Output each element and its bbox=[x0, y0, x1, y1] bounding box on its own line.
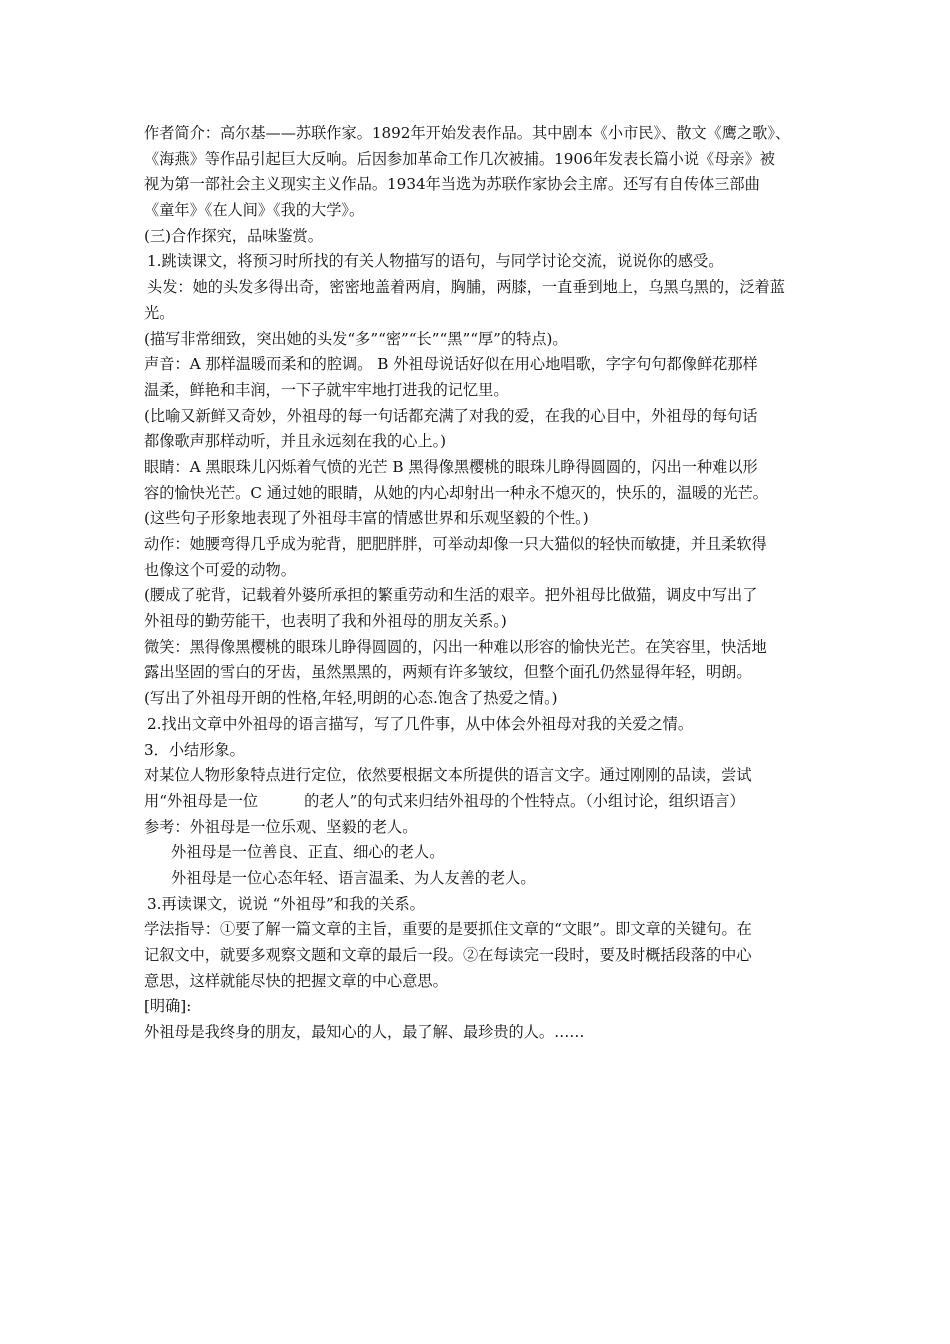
hair-analysis: (描写非常细致，突出她的头发“多”“密”“长”“黑”“厚”的特点)。 bbox=[144, 329, 568, 348]
section-heading-cooperative-inquiry: (三)合作探究，品味鉴赏。 bbox=[144, 226, 323, 245]
document-page bbox=[144, 121, 810, 1046]
action-analysis-line-1: (腰成了驼背，记载着外婆所承担的繁重劳动和生活的艰辛。把外祖母比做猫，调皮中写出了 bbox=[144, 586, 758, 605]
author-intro-line-2: 《海燕》等作品引起巨大反响。后因参加革命工作几次被捕。1906年发表长篇小说《母亲》被 bbox=[144, 149, 775, 168]
reference-answer-3: 外祖母是一位心态年轻、语言温柔、为人友善的老人。 bbox=[171, 868, 536, 887]
sentence-pattern-end: 的老人”的句式来归结外祖母的个性特点。（小组讨论，组织语言） bbox=[304, 791, 745, 810]
voice-analysis-line-1: (比喻又新鲜又奇妙，外祖母的每一句话都充满了对我的爱，在我的心目中，外祖母的每句话 bbox=[144, 406, 758, 425]
reference-answer-1: 参考：外祖母是一位乐观、坚毅的老人。 bbox=[144, 817, 418, 836]
action-description-line-1: 动作：她腰弯得几乎成为驼背，肥肥胖胖，可举动却像一只大猫似的轻快而敏捷，并且柔软得 bbox=[144, 535, 767, 553]
hair-description-line-2: 光。 bbox=[144, 303, 175, 322]
smile-analysis: (写出了外祖母开朗的性格,年轻,明朗的心态.饱含了热爱之情。) bbox=[144, 689, 558, 708]
summary-instruction-line-1: 对某位人物形象特点进行定位，依然要根据文本所提供的语言文字。通过刚刚的品读，尝试 bbox=[144, 766, 752, 785]
eyes-description-line-1: 眼睛：A 黑眼珠儿闪烁着气愤的光芒 B 黑得像黑樱桃的眼珠儿睁得圆圆的，闪出一种难以形 bbox=[144, 457, 758, 476]
reference-answer-2: 外祖母是一位善良、正直、细心的老人。 bbox=[171, 843, 445, 862]
author-intro-line-4: 《童年》《在人间》《我的大学》。 bbox=[144, 201, 365, 220]
clarification-answer: 外祖母是我终身的朋友，最知心的人，最了解、最珍贵的人。…… bbox=[144, 1023, 585, 1042]
eyes-analysis: (这些句子形象地表现了外祖母丰富的情感世界和乐观坚毅的个性。) bbox=[144, 509, 589, 528]
summary-instruction-line-2 bbox=[144, 789, 810, 815]
study-guidance-line-3: 意思，这样就能尽快的把握文章的中心意思。 bbox=[144, 971, 448, 990]
hair-description-line-1: 头发：她的头发多得出奇，密密地盖着两肩，胸脯，两膝，一直垂到地上，乌黑乌黑的，泛着蓝 bbox=[147, 278, 785, 297]
smile-description-line-2: 露出坚固的雪白的牙齿，虽然黑黑的，两颊有许多皱纹，但整个面孔仍然显得年轻，明朗。 bbox=[144, 663, 752, 682]
action-description-line-2: 也像这个可爱的动物。 bbox=[144, 560, 296, 579]
sentence-pattern-start: 用“外祖母是一位 bbox=[144, 791, 259, 810]
action-analysis-line-2: 外祖母的勤劳能干，也表明了我和外祖母的朋友关系。) bbox=[144, 612, 507, 631]
question-1: 1.跳读课文，将预习时所找的有关人物描写的语句，与同学讨论交流，说说你的感受。 bbox=[147, 252, 724, 271]
eyes-description-line-2: 容的愉快光芒。C 通过她的眼睛，从她的内心却射出一种永不熄灭的，快乐的，温暖的光芒。 bbox=[144, 483, 768, 502]
question-reread: 3.再读课文，说说 “外祖母”和我的关系。 bbox=[147, 894, 425, 913]
study-guidance-line-1: 学法指导：①要了解一篇文章的主旨，重要的是要抓住文章的“文眼”。即文章的关键句。在 bbox=[144, 920, 752, 939]
voice-analysis-line-2: 都像歌声那样动听，并且永远刻在我的心上。) bbox=[144, 432, 447, 451]
voice-description-line-2: 温柔，鲜艳和丰润，一下子就牢牢地打进我的记忆里。 bbox=[144, 380, 509, 399]
question-3-heading: 3．小结形象。 bbox=[144, 740, 245, 759]
voice-description-line-1: 声音：A 那样温暖而柔和的腔调。 B 外祖母说话好似在用心地唱歌，字字句句都像鲜花那样 bbox=[144, 355, 758, 374]
author-intro-line-3: 视为第一部社会主义现实主义作品。1934年当选为苏联作家协会主席。还写有自传体三部曲 bbox=[144, 175, 760, 194]
author-intro-line-1: 作者简介：高尔基——苏联作家。1892年开始发表作品。其中剧本《小市民》、散文《鹰之歌》、 bbox=[144, 124, 791, 142]
study-guidance-line-2: 记叙文中，就要多观察文题和文章的最后一段。②在每读完一段时，要及时概括段落的中心 bbox=[144, 946, 752, 964]
smile-description-line-1: 微笑：黑得像黑樱桃的眼珠儿睁得圆圆的，闪出一种难以形容的愉快光芒。在笑容里，快活地 bbox=[144, 637, 767, 656]
question-2: 2.找出文章中外祖母的语言描写，写了几件事，从中体会外祖母对我的关爱之情。 bbox=[147, 714, 694, 733]
clarification-label: [明确]: bbox=[144, 997, 192, 1016]
